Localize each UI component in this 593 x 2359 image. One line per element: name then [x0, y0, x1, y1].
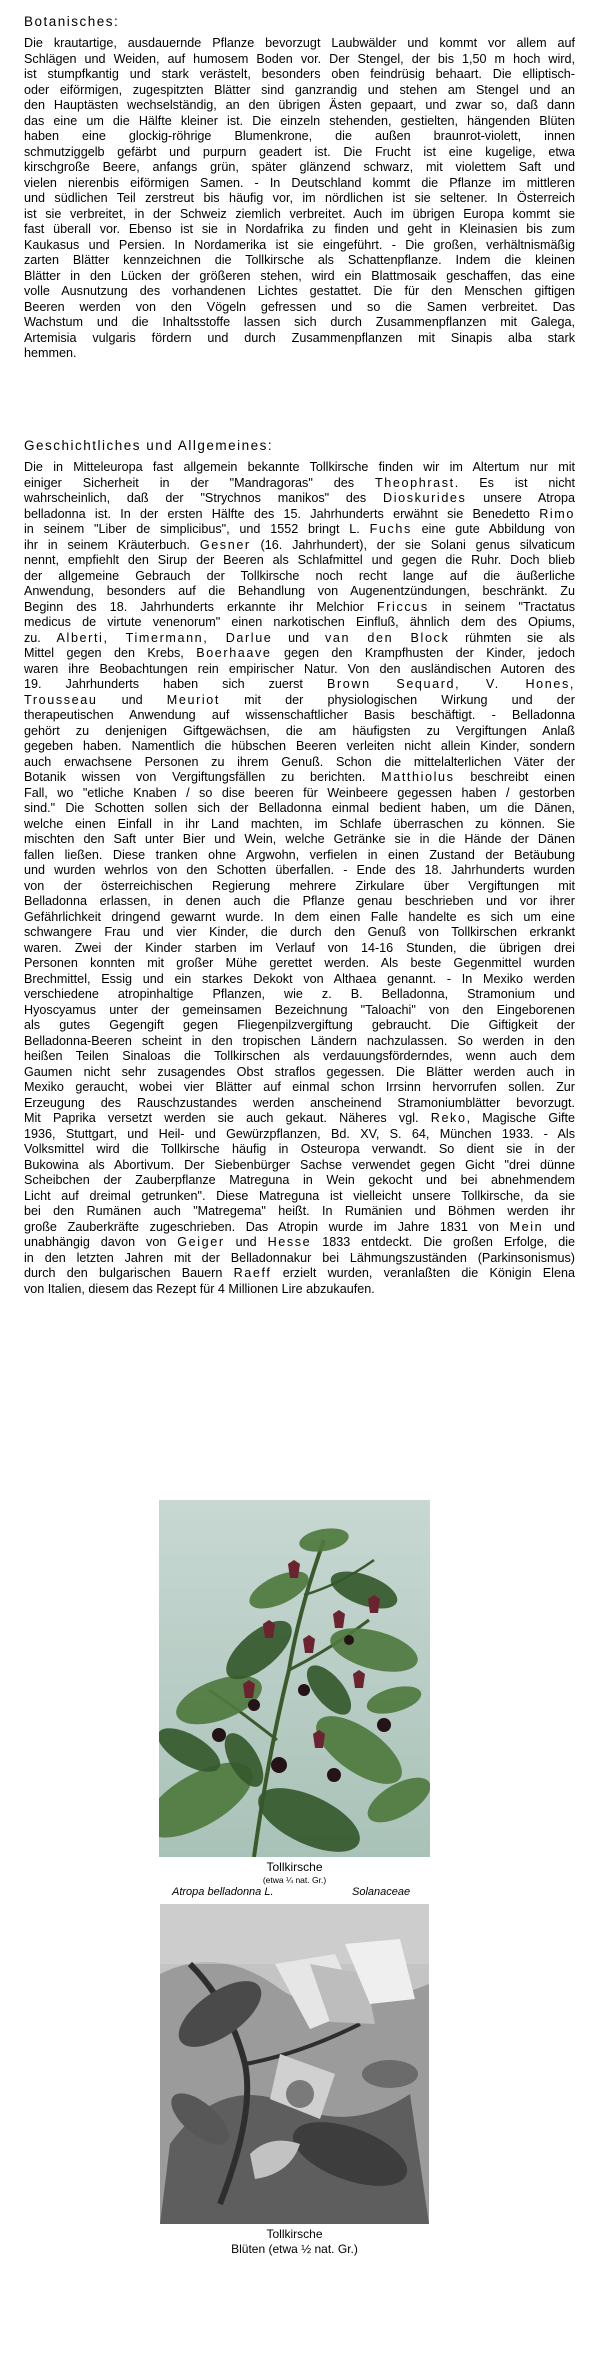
text-run: rühmten sie als	[449, 630, 575, 645]
geschichtliches-line	[24, 631, 575, 647]
berry	[298, 1684, 310, 1696]
geschichtliches-line	[24, 1204, 575, 1220]
text-run: Mit Paprika versetzt werden sie auch gekaut. Näheres vgl.	[24, 1111, 431, 1125]
geschichtliches-line	[24, 491, 575, 507]
geschichtliches-line	[24, 1142, 575, 1158]
text-run: der allgemeine Gebrauch der Tollkirsche noch recht lange auf die äußerliche	[24, 568, 575, 583]
geschichtliches-line	[24, 693, 575, 709]
text-run: unsere Atropa	[466, 491, 575, 505]
text-run: ihr in seinem Kräuterbuch.	[24, 537, 200, 552]
author-name: Raeff	[233, 1266, 272, 1280]
text-run: als gutes Gegengift gegen Fliegenpilzvergiftung gebraucht. Die Giftigkeit der	[24, 1018, 575, 1032]
botanisches-line	[24, 269, 575, 285]
author-name: Theophrast	[375, 475, 455, 490]
text-run: Volksmittel wird die Tollkirsche häufig in Osteuropa verwandt. So dient sie in der	[24, 1142, 575, 1156]
botanisches-line	[24, 222, 575, 238]
geschichtliches-line	[24, 755, 575, 771]
text-run: Belladonna erlassen, in denen auch die Pflanze genau beschrieben und vor ihrer	[24, 894, 575, 908]
geschichtliches-line	[24, 1127, 575, 1143]
text-run: Beeren werden von den Vögeln gefressen und so die Samen verbreitet. Das	[24, 299, 575, 314]
geschichtliches-line	[24, 1034, 575, 1050]
text-run: gegen den Krampfhusten der Kinder, jedoch	[271, 646, 575, 660]
text-run: Mexiko geraucht, wobei vier Blätter auf einmal schon Irrsinn hervorrufen sollen. Zur	[24, 1080, 575, 1094]
text-run: haben eine glockig-röhrige Blumenkrone, die außen braunrot-violett, innen	[24, 129, 575, 143]
text-run: fallen ließen. Diese tranken ohne Argwohn, verfielen in einen Zustand der Betäubung	[24, 847, 575, 862]
text-run: eine gute Abbildung von	[411, 522, 575, 536]
geschichtliches-line	[24, 863, 575, 879]
figure1-scale: (etwa ¼ nat. Gr.)	[262, 1875, 327, 1885]
text-run: wahrscheinlich, daß der "Strychnos manikos" des	[24, 491, 384, 505]
text-run: waren ihre Beobachtungen rein empirischer Natur. Von den ausländischen Autoren des	[24, 661, 575, 676]
botanisches-line	[24, 129, 575, 145]
text-run: Hyoscyamus unter der gemeinsamen Bezeichnung "Taloachi" von den Eingeborenen	[24, 1002, 575, 1017]
text-run: und	[272, 630, 325, 645]
text-run: Schlägen und Weiden, auf humosem Boden vor. Der Stengel, der bis 1,50 m hoch wird,	[24, 51, 575, 66]
author-name: Rimo	[539, 506, 575, 521]
botanisches-line	[24, 253, 575, 269]
author-name: Mein	[509, 1219, 544, 1234]
geschichtliches-line	[24, 662, 575, 678]
text-run: Bukowina als Abortivum. Der Siebenbürger Sachse verwendet gegen Gicht "drei dünne	[24, 1157, 575, 1172]
text-run: waren. Zwei der Kinder starben im Verlauf von 14-16 Stunden, die übrigen drei	[24, 940, 575, 955]
geschichtliches-line	[24, 677, 575, 693]
text-run: auch erwachsene Personen zu ihrem Genuß. Schon die mittelalterlichen Väter der	[24, 754, 575, 769]
section-heading-botanisches: Botanisches:	[24, 14, 120, 29]
text-run: verschiedene atropinhaltige Pflanzen, wie z. B. Belladonna, Stramonium und	[24, 987, 575, 1001]
geschichtliches-line	[24, 1003, 575, 1019]
geschichtliches-line	[24, 879, 575, 895]
figure1-title: Tollkirsche	[266, 1860, 323, 1874]
text-run: 19. Jahrhunderts haben sich zuerst	[24, 677, 327, 691]
geschichtliches-line	[24, 987, 575, 1003]
text-run: Mittel gegen den Krebs,	[24, 646, 197, 660]
text-run: unabhängig davon von	[24, 1235, 178, 1249]
text-run: beschreibt einen	[454, 770, 575, 784]
botanisches-line	[24, 331, 575, 347]
geschichtliches-line	[24, 646, 575, 662]
text-run: zu.	[24, 630, 57, 645]
geschichtliches-line	[24, 600, 575, 616]
geschichtliches-line	[24, 1111, 575, 1127]
author-name: Meuriot	[166, 692, 220, 707]
text-run: , Magische Gifte	[466, 1111, 575, 1125]
geschichtliches-line	[24, 832, 575, 848]
paragraph-botanisches	[24, 36, 575, 362]
text-run: sind." Die Schotten sollen sich der Belladonna einmal bedient haben, um die Dänen,	[24, 801, 575, 815]
text-run: hemmen.	[24, 346, 77, 360]
botanisches-line	[24, 114, 575, 130]
author-name: Geiger	[177, 1235, 225, 1249]
geschichtliches-line	[24, 538, 575, 554]
text-run: belladonna ist. In der ersten Hälfte des 15. Jahrhunderts erwähnt sie Benedetto	[24, 506, 540, 521]
geschichtliches-line	[24, 1282, 575, 1298]
geschichtliches-line	[24, 569, 575, 585]
geschichtliches-line	[24, 1018, 575, 1034]
geschichtliches-line	[24, 584, 575, 600]
text-run: Artemisia vulgaris fördern und durch Zusammenpflanzen mit Sinapis alba stark	[24, 330, 575, 345]
text-run: Beginn des 18. Jahrhunderts erkannte ihr Melchior	[24, 599, 377, 614]
geschichtliches-line	[24, 1189, 575, 1205]
text-run: Gaumen nicht sehr zusagendes Obst straflos gegessen. Die Blätter werden auch in	[24, 1064, 575, 1079]
text-run: durch den bulgarischen Bauern	[24, 1266, 234, 1280]
geschichtliches-line	[24, 553, 575, 569]
botanisches-line	[24, 145, 575, 161]
text-run: gehört zu denjenigen Giftgewächsen, die am häufigsten zu Vergiftungen Anlaß	[24, 723, 575, 738]
botanisches-line	[24, 98, 575, 114]
text-run: Fall, wo "etliche Knaben / so dise beeren für Weinbeere gegessen haben / gestorben	[24, 785, 575, 800]
text-run: schmutziggelb gefärbt und purpurn geadert ist. Die Frucht ist eine kugelige, etwa	[24, 144, 575, 159]
text-run: oder eiförmigen, zugespitzten Blätter sind ganzrandig und stehen am Stengel und an	[24, 82, 575, 97]
author-name: Gesner	[199, 537, 251, 552]
section-heading-geschichtliches: Geschichtliches und Allgemeines:	[24, 438, 274, 453]
text-run: das eine um die Hälfte kleiner ist. Die einzeln stehenden, gestielten, hängenden Blüten	[24, 113, 575, 128]
berry	[377, 1718, 391, 1732]
text-run: heißen Teilen Sinaloas die Tollkirschen als verdauungsförderndes, wenn auch dem	[24, 1049, 575, 1063]
text-run: fast überall vor. Ebenso ist sie in Nordafrika zu finden und geht in Kleinasien bis zum	[24, 222, 575, 236]
geschichtliches-line	[24, 848, 575, 864]
text-run: und wurden wehrlos von den Schotten überfallen. - Ende des 18. Jahrhunderts wurden	[24, 863, 575, 877]
botanisches-line	[24, 191, 575, 207]
geschichtliches-line	[24, 910, 575, 926]
author-name: Reko	[430, 1111, 467, 1125]
text-run: kirschgroße Beere, anfangs grün, später glänzend schwarz, mit violettem Saft und	[24, 160, 575, 174]
berry	[327, 1768, 341, 1782]
geschichtliches-line	[24, 615, 575, 631]
geschichtliches-line	[24, 801, 575, 817]
text-run: . Es ist nicht	[454, 475, 575, 490]
author-name: Dioskurides	[383, 491, 467, 505]
geschichtliches-line	[24, 708, 575, 724]
geschichtliches-line	[24, 1251, 575, 1267]
berry	[344, 1635, 354, 1645]
geschichtliches-line	[24, 724, 575, 740]
text-run: und südlichen Teil zerstreut bis häufig vor, im nördlichen ist sie seltener. In Österreich	[24, 191, 575, 205]
text-run: von Italien, diesem das Rezept für 4 Millionen Lire abzukaufen.	[24, 1281, 375, 1296]
text-run: (16. Jahrhundert), der sie Solani genus silvaticum	[250, 537, 575, 552]
text-run: in seinem "Tractatus	[428, 599, 575, 614]
text-run: und	[224, 1235, 268, 1249]
berry	[271, 1757, 287, 1773]
geschichtliches-line	[24, 956, 575, 972]
berry	[212, 1728, 226, 1742]
text-run: medicus de virtute venenorum" einen narkotischen Einfluß, ähnlich dem des Opiums,	[24, 615, 575, 629]
text-run: schwangere Frau und vier Kinder, die durch den Genuß von Tollkirschen erkrankt	[24, 925, 575, 939]
geschichtliches-line	[24, 1158, 575, 1174]
author-name: Boerhaave	[196, 646, 272, 660]
author-name: Alberti, Timermann, Darlue	[56, 630, 273, 645]
text-run: 1936, Stuttgart, und Heil- und Gewürzpflanzen, Bd. XV, S. 64, München 1933. - Als	[24, 1126, 575, 1141]
geschichtliches-line	[24, 1173, 575, 1189]
botanisches-line	[24, 36, 575, 52]
text-run: Brechmittel, Essig und ein starkes Dekokt von Althaea genannt. - In Mexiko werden	[24, 971, 575, 986]
belladonna-plant-drawing	[159, 1500, 430, 1857]
geschichtliches-line	[24, 770, 575, 786]
text-run: gegeben haben. Namentlich die hübschen Beeren verleiten nicht allein Kinder, sondern	[24, 739, 575, 753]
geschichtliches-line	[24, 522, 575, 538]
text-run: Anwendung, besonders auf die Behandlung von Augenentzündungen, beschränkt. Zu	[24, 584, 575, 598]
botanisches-line	[24, 315, 575, 331]
author-name: Hesse	[267, 1235, 312, 1249]
paragraph-geschichtliches	[24, 460, 575, 1297]
text-run: in den letzten Jahren mit der Belladonnakur bei Lähmungszuständen (Parkinsonismus)	[24, 1250, 575, 1265]
text-run: Gefährlichkeit dringend gewarnt wurde. In dem einen Falle handelte es sich um eine	[24, 909, 575, 924]
text-run: Scheibchen der Zauberpflanze Matreguna in Wein gekocht und bei abnehmendem	[24, 1173, 575, 1187]
text-run: einiger Sicherheit in der "Mandragoras" des	[24, 475, 376, 490]
geschichtliches-line	[24, 460, 575, 476]
geschichtliches-line	[24, 786, 575, 802]
text-run: Kaukasus und Persien. In Nordamerika ist sie eingeführt. - Die großen, verhältnismäßig	[24, 237, 575, 252]
text-run: große Zauberkräfte zugeschrieben. Das Atropin wurde im Jahre 1831 von	[24, 1219, 510, 1234]
geschichtliches-line	[24, 972, 575, 988]
text-run: nennt, empfiehlt den Sirup der Beeren als Schlafmittel und gegen die Ruhr. Doch blieb	[24, 553, 575, 567]
text-run: in seinem "Liber de simplicibus", und 1552 bringt L.	[24, 522, 370, 536]
geschichtliches-line	[24, 941, 575, 957]
botanisches-line	[24, 238, 575, 254]
author-name: Matthiolus	[381, 770, 455, 784]
botanisches-line	[24, 300, 575, 316]
geschichtliches-line	[24, 507, 575, 523]
geschichtliches-line	[24, 1220, 575, 1236]
text-run: mit der physiologischen Wirkung und der	[220, 692, 575, 707]
text-run: und	[97, 692, 167, 707]
text-run: vielen nierenbis eiförmigen Samen. - In Deutschland kommt die Pflanze im mittleren	[24, 175, 575, 190]
figure2-subtitle: Blüten (etwa ½ nat. Gr.)	[231, 2242, 358, 2256]
text-run: zarten Blätter kennzeichnen die Tollkirsche als Schattenpflanze. Indem die kleinen	[24, 253, 575, 267]
text-run: therapeutischen Anwendung auf wissenschaftlicher Basis beschäftigt. - Belladonna	[24, 708, 575, 722]
belladonna-plant-illustration	[159, 1500, 430, 1857]
geschichtliches-line	[24, 1080, 575, 1096]
author-name: Trousseau	[24, 692, 98, 707]
text-run: Licht auf dreimal getrunken". Diese Matreguna ist vielleicht unsere Tollkirsche, da sie	[24, 1188, 575, 1203]
botanisches-line	[24, 176, 575, 192]
botanisches-line	[24, 52, 575, 68]
figure1-species: Atropa belladonna L.	[172, 1886, 274, 1898]
author-name: Friccus	[376, 599, 429, 614]
text-run: Botanik wissen von Vergiftungsfällen zu berichten.	[24, 770, 382, 784]
botanisches-line	[24, 207, 575, 223]
text-run: den Hauptästen wechselständig, an den übrigen Ästen gepaart, und zwar so, daß dann	[24, 98, 575, 112]
geschichtliches-line	[24, 1065, 575, 1081]
text-run: Personen konnten mit großer Mühe gerettet werden. Als beste Gegenmittel wurden	[24, 956, 575, 970]
botanisches-line	[24, 160, 575, 176]
text-run: ist sie verbreitet, in der Schweiz ziemlich verbreitet. Auch im übrigen Europa kommt sie	[24, 206, 575, 221]
author-name: van den Block	[324, 630, 450, 645]
botanisches-line	[24, 284, 575, 300]
botanisches-line	[24, 67, 575, 83]
text-run: welche einen Einfall in ihr Land machten, im Schlafe überraschen zu können. Sie	[24, 816, 575, 831]
geschichtliches-line	[24, 1096, 575, 1112]
geschichtliches-line	[24, 476, 575, 492]
text-run: Blätter in den Lücken der größeren stehen, wird ein Blattmosaik geschaffen, das eine	[24, 268, 575, 283]
text-run: Erzeugung des Rauschzustandes werden anscheinend Stramoniumblätter bevorzugt.	[24, 1095, 575, 1110]
text-run: bei den Rumänen auch "Matregema" heißt. In Rumänien und Böhmen werden ihr	[24, 1204, 575, 1218]
author-name: Fuchs	[369, 522, 412, 536]
botanisches-line	[24, 83, 575, 99]
author-name: Brown Sequard, V. Hones,	[326, 677, 575, 691]
geschichtliches-line	[24, 1266, 575, 1282]
text-run: 1833 entdeckt. Die großen Erfolge, die	[311, 1235, 575, 1249]
text-run: ist stumpfkantig und stark verästelt, besonders oben feindrüsig behaart. Die elliptisch-	[24, 67, 575, 81]
text-run: Wachstum und die Inhaltsstoffe lassen sich durch Zusammenpflanzen mit Galega,	[24, 315, 575, 329]
berry	[248, 1699, 260, 1711]
text-run: mischten den Saft unter Bier und Wein, welche Getränke sie in die Hände der Dänen	[24, 832, 575, 846]
belladonna-flowers-drawing	[160, 1904, 429, 2224]
geschichtliches-line	[24, 817, 575, 833]
text-run: volle Ausnutzung des vorhandenen Lichtes gestattet. Die für den Menschen giftigen	[24, 284, 575, 298]
geschichtliches-line	[24, 739, 575, 755]
belladonna-flowers-photo	[160, 1904, 429, 2224]
text-run: erzielt wurden, veranlaßten die Königin Elena	[271, 1266, 575, 1280]
text-run: Belladonna-Beeren scheint in den tropischen Ländern nachzulassen. So werden in den	[24, 1033, 575, 1048]
geschichtliches-line	[24, 1049, 575, 1065]
botanisches-line	[24, 346, 575, 362]
text-run: Die in Mitteleuropa fast allgemein bekannte Tollkirsche finden wir im Altertum nur mit	[24, 460, 575, 474]
figure1-family: Solanaceae	[352, 1886, 411, 1898]
text-run: Die krautartige, ausdauernde Pflanze bevorzugt Laubwälder und kommt vor allem auf	[24, 36, 575, 50]
geschichtliches-line	[24, 925, 575, 941]
geschichtliches-line	[24, 1235, 575, 1251]
geschichtliches-line	[24, 894, 575, 910]
figure2-title: Tollkirsche	[266, 2227, 323, 2241]
text-run: von der österreichischen Regierung mehrere Zirkulare über Vergiftungen mit	[24, 878, 575, 893]
text-run: und	[543, 1219, 575, 1234]
